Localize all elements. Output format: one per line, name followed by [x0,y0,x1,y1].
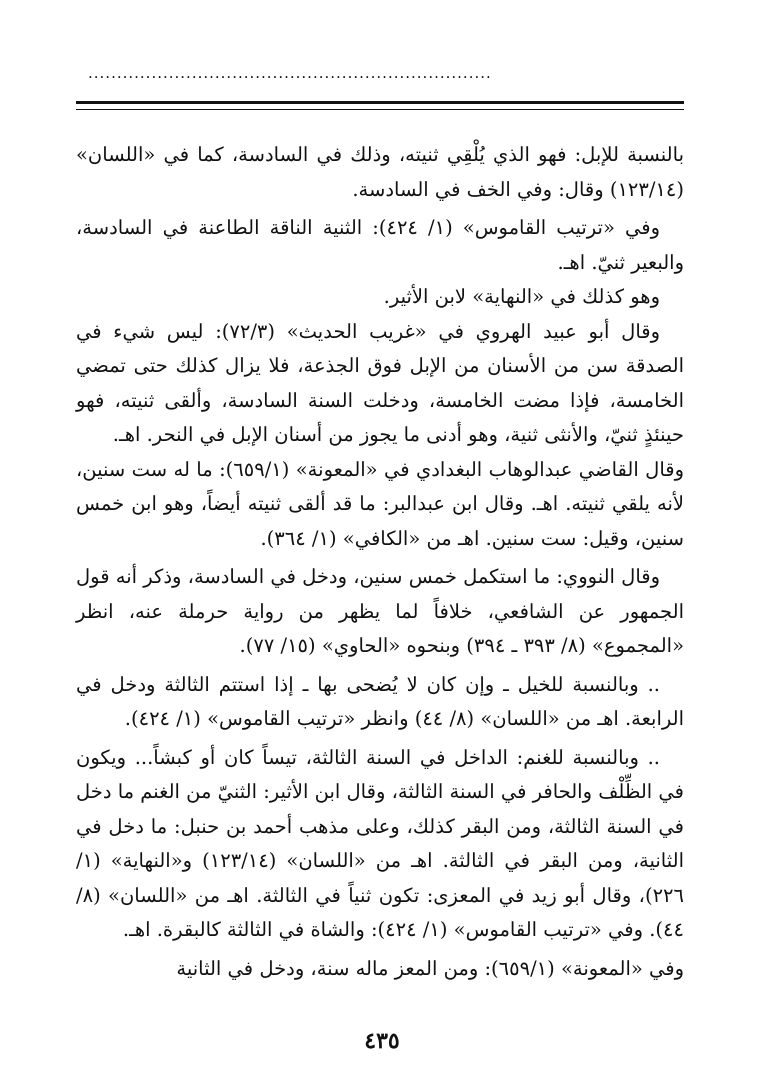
paragraph: .. وبالنسبة للغنم: الداخل في السنة الثالثة، تيساً كان أو كبشاً... ويكون في الظِّلْف والحافر في السنة الثالثة، وقال ابن الأثير: الثنيّ من الغنم ما دخل في السنة الثالثة، ومن البقر كذلك، وعلى مذهب أحمد بن حنبل: ما دخل في الثانية، ومن البقر في الثالثة. اهـ من «اللسان» (١٢٣/١٤) و«النهاية» (١/ ٢٢٦)، وقال أبو زيد في المعزى: تكون ثنياً في الثالثة. اهـ من «اللسان» (٨/ ٤٤). وفي «ترتيب القاموس» (١/ ٤٢٤): والشاة في الثالثة كالبقرة. اهـ. [76,745,684,941]
paragraph: بالنسبة للإبل: فهو الذي يُلْقِي ثنيته، وذلك في السادسة، كما في «اللسان» (١٢٣/١٤) وقال: وفي الخف في السادسة. [76,143,684,201]
header-rule-thin [76,109,684,110]
paragraph: وفي «المعونة» (٦٥٩/١): ومن المعز ماله سنة، ودخل في الثانية [176,956,684,980]
header-rule-thick [76,101,684,104]
paragraph: وقال القاضي عبدالوهاب البغدادي في «المعونة» (٦٥٩/١): ما له ست سنين، لأنه يلقي ثنيته. اهـ. وقال ابن عبدالبر: ما قد ألقى ثنيته أيضاً، وهو ابن خمس سنين، وقيل: ست سنين. اهـ من «الكافي» (١/ ٣٦٤). [76,457,684,550]
header-dotted-line: ...................................................................... [88,66,492,80]
paragraph: .. وبالنسبة للخيل ـ وإن كان لا يُضحى بها ـ إذا استتم الثالثة ودخل في الرابعة. اهـ من «اللسان» (٨/ ٤٤) وانظر «ترتيب القاموس» (١/ ٤٢٤). [76,672,684,730]
paragraph: وفي «ترتيب القاموس» (١/ ٤٢٤): الثنية الناقة الطاعنة في السادسة، والبعير ثنيّ. اهـ. [76,216,684,274]
paragraph: وهو كذلك في «النهاية» لابن الأثير. [383,285,660,308]
paragraph: وقال النووي: ما استكمل خمس سنين، ودخل في السادسة، وذكر أنه قول الجمهور عن الشافعي، خلافاً لما يظهر من رواية حرملة عنه، انظر «المجموع» (٨/ ٣٩٣ ـ ٣٩٤) وبنحوه «الحاوي» (١٥/ ٧٧). [76,565,684,657]
body-text [76,138,684,986]
paragraph: وقال أبو عبيد الهروي في «غريب الحديث» (٧٢/٣): ليس شيء في الصدقة سن من الأسنان من الإبل فوق الجذعة، فلا يزال كذلك حتى تمضي الخامسة، فإذا مضت الخامسة، ودخلت السنة السادسة، وألقى ثنيته، فهو حينئذٍ ثنيّ، والأنثى ثنية، وهو أدنى ما يجوز من أسنان الإبل في النحر. اهـ. [76,319,684,446]
page-number: ٤٣٥ [364,1028,400,1054]
